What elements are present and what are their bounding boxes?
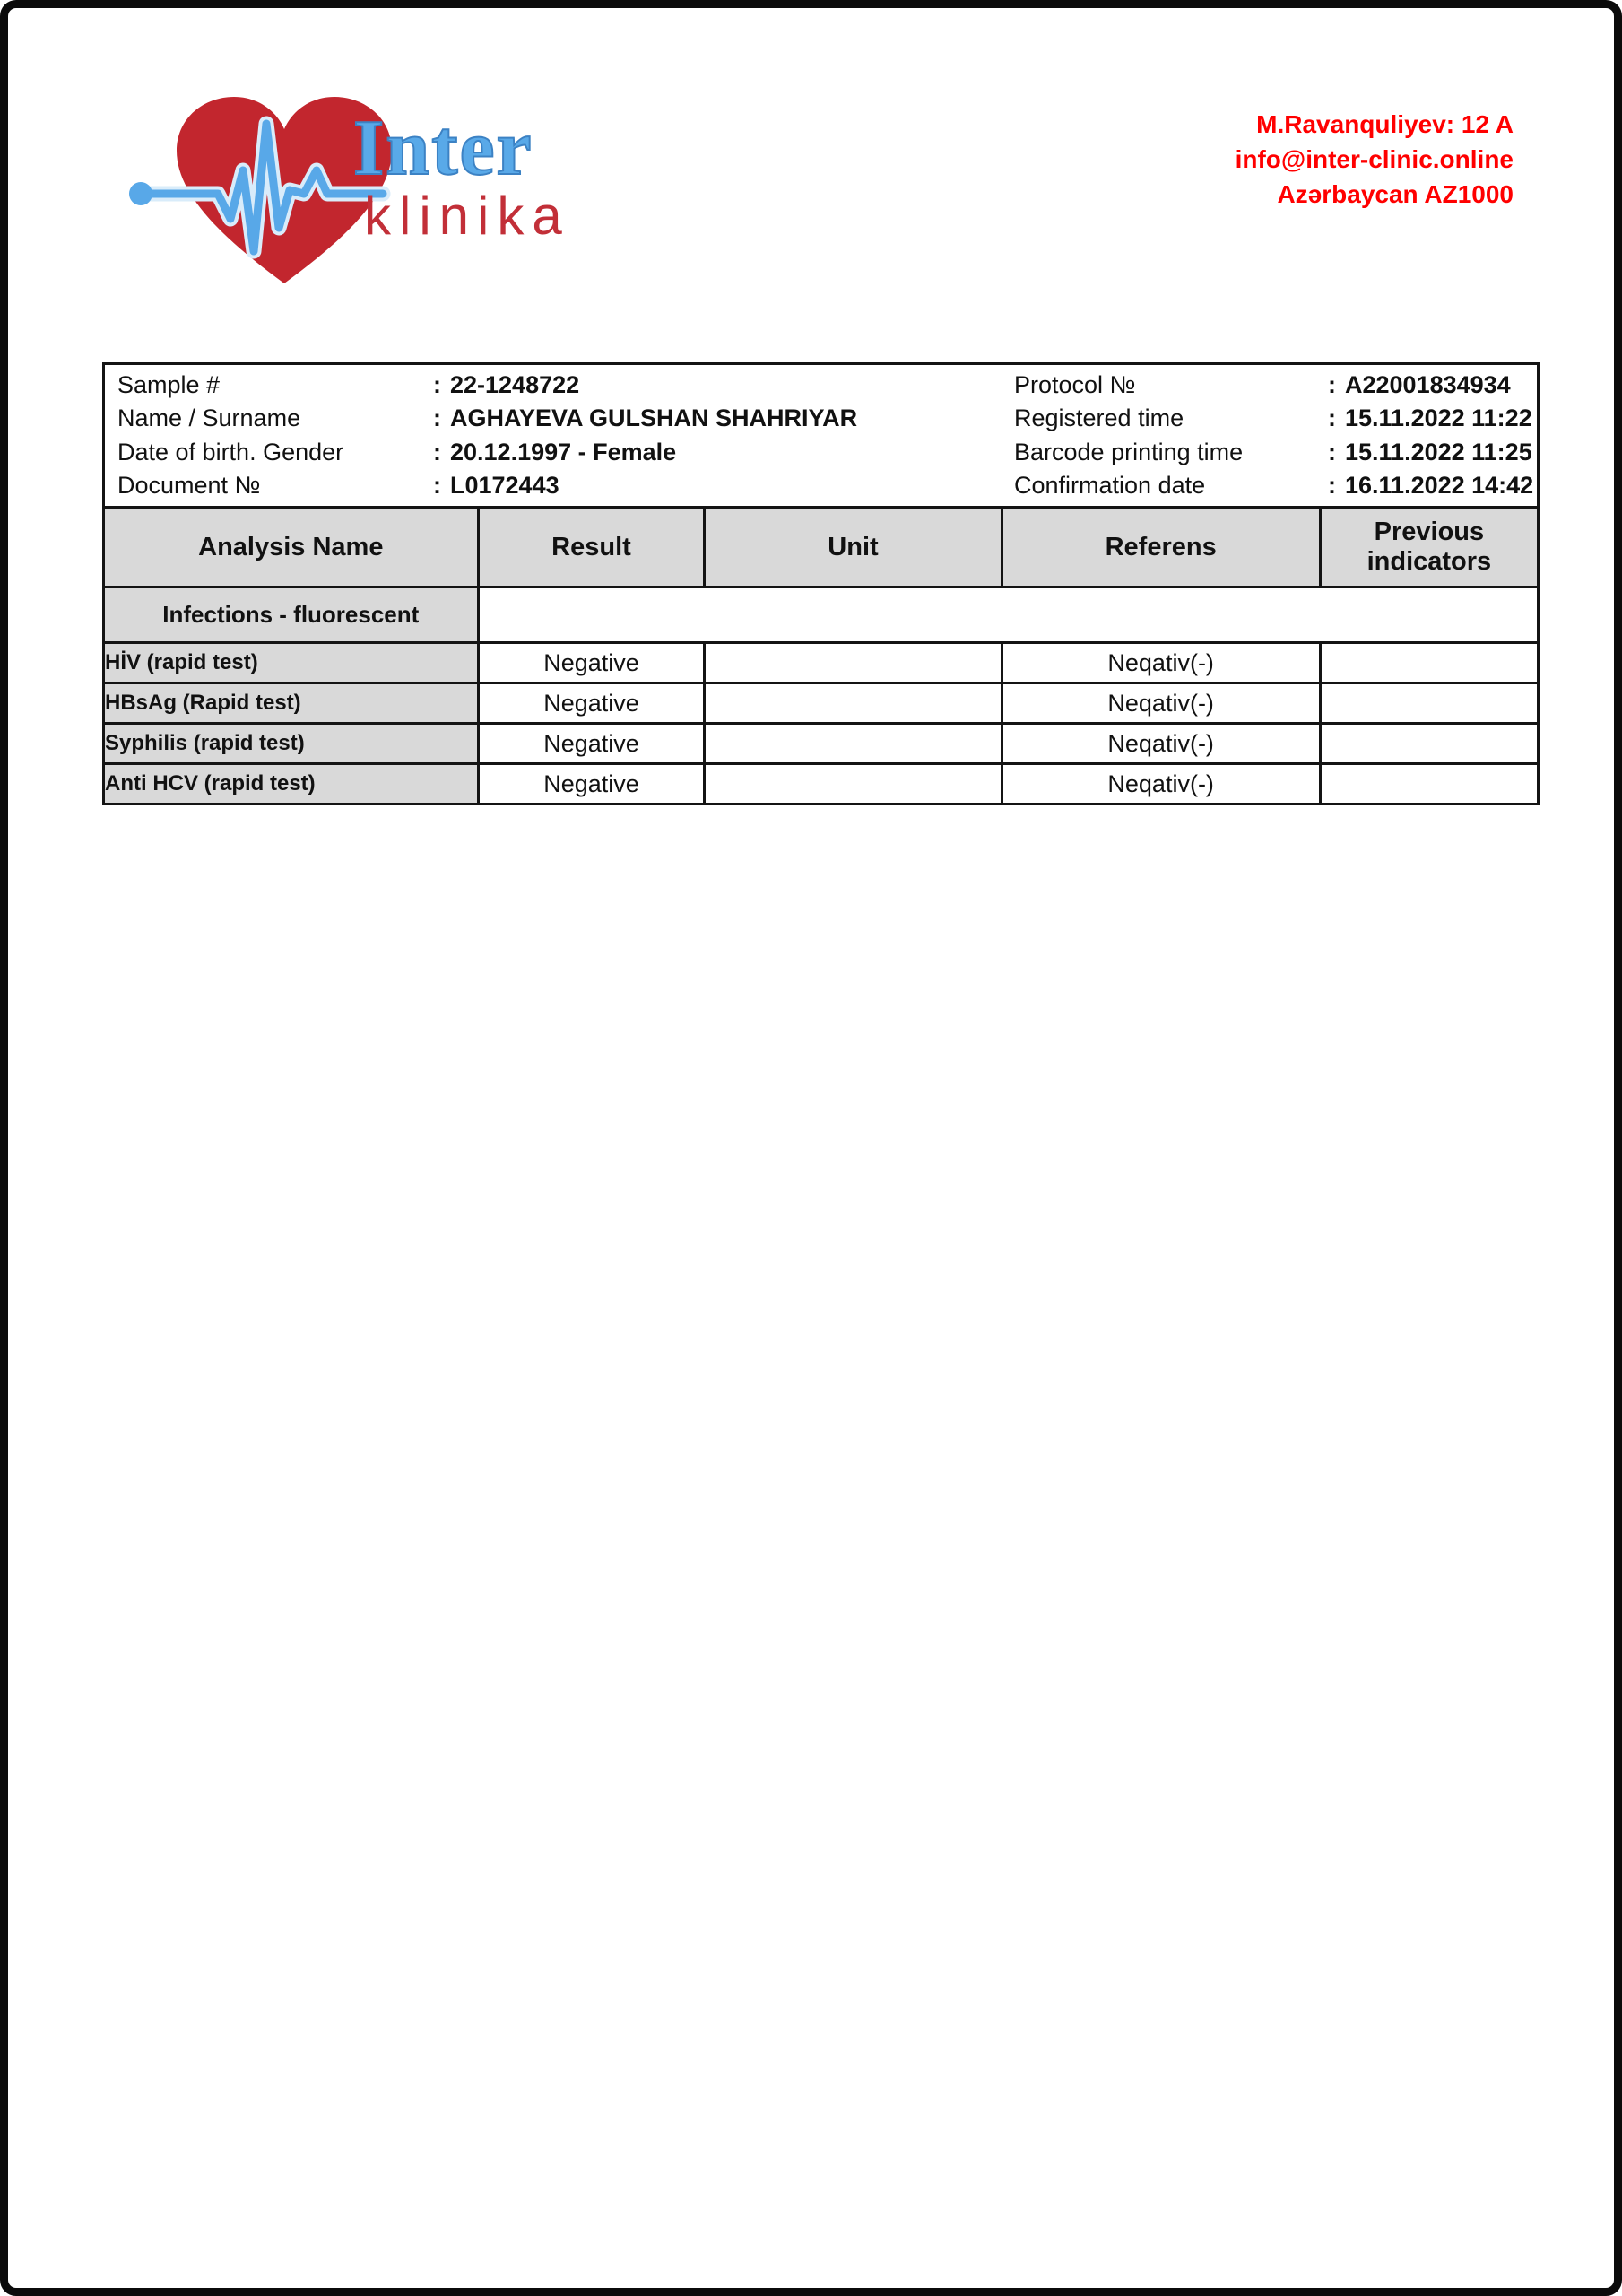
column-header-unit: Unit	[705, 508, 1002, 587]
analysis-row-syphilis	[104, 724, 1539, 764]
analysis-name: Syphilis (rapid test)	[104, 724, 479, 764]
info-label-protocol: Protocol №	[1014, 371, 1136, 399]
info-label-registered: Registered time	[1014, 404, 1184, 432]
info-label-barcode: Barcode printing time	[1014, 438, 1244, 465]
info-value-protocol: : A22001834934	[1328, 371, 1511, 399]
previous-cell	[1320, 764, 1538, 804]
report-body	[102, 362, 1540, 805]
info-value-name: : AGHAYEVA GULSHAN SHAHRIYAR	[433, 404, 858, 432]
info-label-name: Name / Surname	[117, 404, 301, 432]
info-label-birth: Date of birth. Gender	[117, 438, 344, 465]
info-value-birth: : 20.12.1997 - Female	[433, 438, 677, 465]
contact-info	[1236, 107, 1514, 212]
column-header-result: Result	[478, 508, 705, 587]
previous-cell	[1320, 643, 1538, 683]
patient-info-box	[102, 362, 1540, 509]
previous-cell	[1320, 683, 1538, 724]
colon: :	[433, 471, 441, 499]
colon: :	[433, 404, 441, 432]
column-header-referens: Referens	[1002, 508, 1320, 587]
analysis-row-hbsag	[104, 683, 1539, 724]
analysis-name: Anti HCV (rapid test)	[104, 764, 479, 804]
unit-cell	[705, 643, 1002, 683]
info-value-registered: : 15.11.2022 11:22	[1328, 404, 1532, 432]
referens-cell: Neqativ(-)	[1002, 643, 1320, 683]
analysis-row-hiv	[104, 643, 1539, 683]
info-value-confirmation: : 16.11.2022 14:42	[1328, 471, 1534, 499]
colon: :	[1328, 371, 1336, 399]
info-label-confirmation: Confirmation date	[1014, 471, 1206, 499]
section-spacer	[478, 587, 1538, 643]
unit-cell	[705, 683, 1002, 724]
info-value-barcode: : 15.11.2022 11:25	[1328, 438, 1532, 465]
result-cell: Negative	[478, 724, 705, 764]
colon: :	[1328, 438, 1336, 465]
referens-cell: Neqativ(-)	[1002, 724, 1320, 764]
section-row	[104, 587, 1539, 643]
contact-line-address: M.Ravanquliyev: 12 A	[1256, 110, 1514, 138]
results-table	[102, 506, 1540, 805]
info-value-sample: : 22-1248722	[433, 371, 580, 399]
brand-wordmark	[353, 105, 622, 246]
section-title: Infections - fluorescent	[104, 587, 479, 643]
colon: :	[1328, 404, 1336, 432]
info-value-document: : L0172443	[433, 471, 559, 499]
contact-line-country: Azərbaycan AZ1000	[1277, 180, 1514, 208]
brand-name-klinika: klinika	[364, 186, 570, 246]
colon: :	[1328, 471, 1336, 499]
unit-cell	[705, 764, 1002, 804]
results-header-row	[104, 508, 1539, 587]
analysis-row-anti-hcv	[104, 764, 1539, 804]
previous-cell	[1320, 724, 1538, 764]
clinic-logo	[125, 84, 627, 300]
analysis-name: HBsAg (Rapid test)	[104, 683, 479, 724]
column-header-previous: Previous indicators	[1320, 508, 1538, 587]
brand-name-inter: Inter	[353, 105, 533, 192]
colon: :	[433, 371, 441, 399]
column-header-analysis-name: Analysis Name	[104, 508, 479, 587]
contact-line-email: info@inter-clinic.online	[1235, 145, 1514, 173]
referens-cell: Neqativ(-)	[1002, 683, 1320, 724]
unit-cell	[705, 724, 1002, 764]
analysis-name: HİV (rapid test)	[104, 643, 479, 683]
result-cell: Negative	[478, 683, 705, 724]
referens-cell: Neqativ(-)	[1002, 764, 1320, 804]
result-cell: Negative	[478, 643, 705, 683]
info-label-sample: Sample #	[117, 371, 221, 399]
result-cell: Negative	[478, 764, 705, 804]
info-label-document: Document №	[117, 471, 261, 499]
colon: :	[433, 438, 441, 465]
